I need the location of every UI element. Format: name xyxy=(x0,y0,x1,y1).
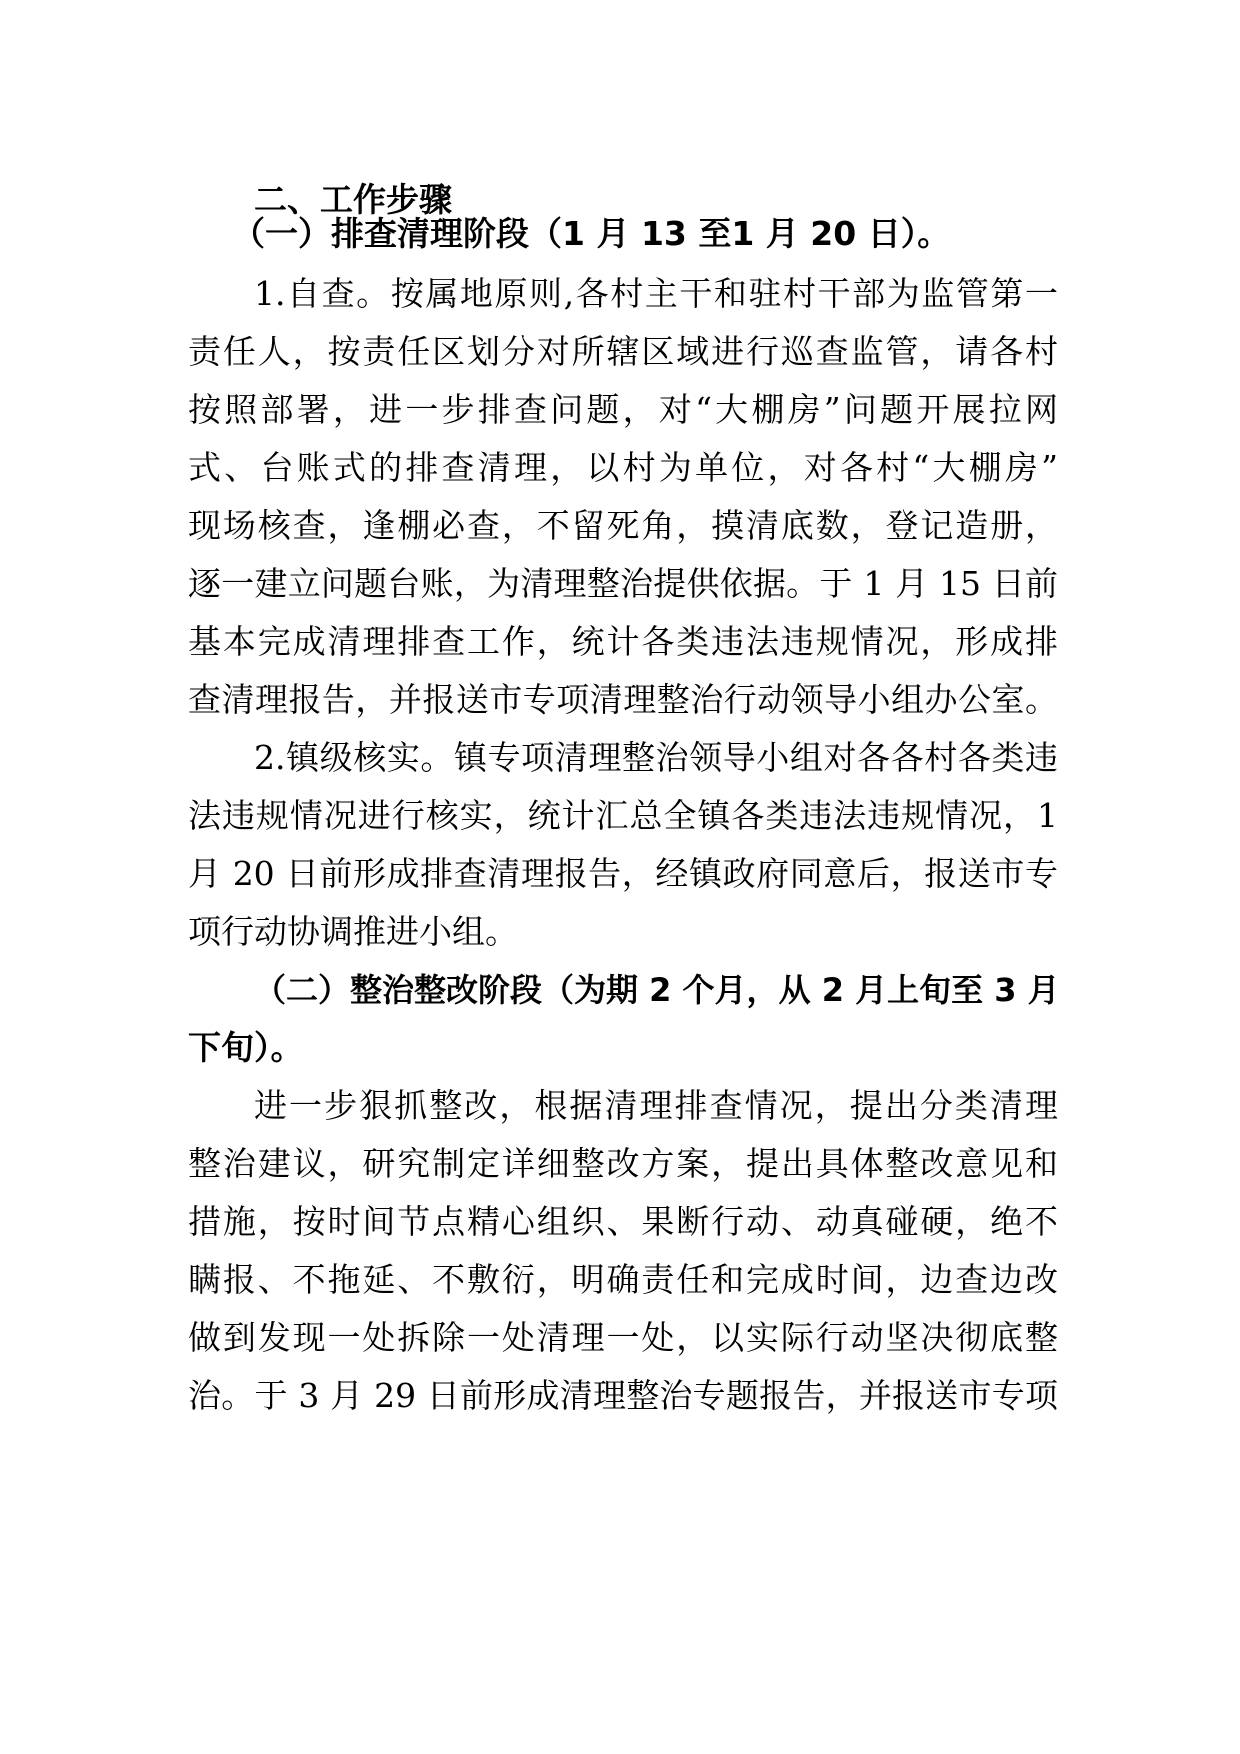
paragraph-line: 现场核查，逢棚必查，不留死角，摸清底数，登记造册， xyxy=(188,506,1058,545)
paragraph-line: 瞒报、不拖延、不敷衍，明确责任和完成时间，边查边改 xyxy=(188,1260,1058,1299)
section-heading: 二、工作步骤 xyxy=(254,180,452,219)
paragraph-line: 按照部署，进一步排查问题，对“大棚房”问题开展拉网 xyxy=(188,390,1058,429)
subsection-heading-2-cont: 下旬）。 xyxy=(188,1028,304,1067)
paragraph-line: 月 20 日前形成排查清理报告，经镇政府同意后，报送市专 xyxy=(188,854,1058,893)
paragraph-line: 式、台账式的排查清理，以村为单位，对各村“大棚房” xyxy=(188,448,1058,487)
paragraph-line: 查清理报告，并报送市专项清理整治行动领导小组办公室。 xyxy=(188,680,1058,719)
paragraph-line: 治。于 3 月 29 日前形成清理整治专题报告，并报送市专项 xyxy=(188,1376,1058,1415)
paragraph-line: 措施，按时间节点精心组织、果断行动、动真碰硬，绝不 xyxy=(188,1202,1058,1241)
paragraph-line: 进一步狠抓整改，根据清理排查情况，提出分类清理 xyxy=(254,1086,1058,1125)
subsection-heading-1: （一）排查清理阶段（1 月 13 至1 月 20 日）。 xyxy=(232,214,951,253)
paragraph-line: 1.自查。按属地原则,各村主干和驻村干部为监管第一 xyxy=(254,274,1058,313)
paragraph-line: 做到发现一处拆除一处清理一处，以实际行动坚决彻底整 xyxy=(188,1318,1058,1357)
paragraph-line: 基本完成清理排查工作，统计各类违法违规情况，形成排 xyxy=(188,622,1058,661)
paragraph-line: 法违规情况进行核实，统计汇总全镇各类违法违规情况，1 xyxy=(188,796,1058,835)
paragraph-line: 逐一建立问题台账，为清理整治提供依据。于 1 月 15 日前 xyxy=(188,564,1058,603)
paragraph-line: 项行动协调推进小组。 xyxy=(188,912,518,951)
subsection-heading-2: （二）整治整改阶段（为期 2 个月，从 2 月上旬至 3 月 xyxy=(254,971,1060,1009)
paragraph-line: 整治建议，研究制定详细整改方案，提出具体整改意见和 xyxy=(188,1144,1058,1183)
paragraph-line: 责任人，按责任区划分对所辖区域进行巡查监管，请各村 xyxy=(188,332,1058,371)
paragraph-line: 2.镇级核实。镇专项清理整治领导小组对各各村各类违 xyxy=(254,738,1058,777)
